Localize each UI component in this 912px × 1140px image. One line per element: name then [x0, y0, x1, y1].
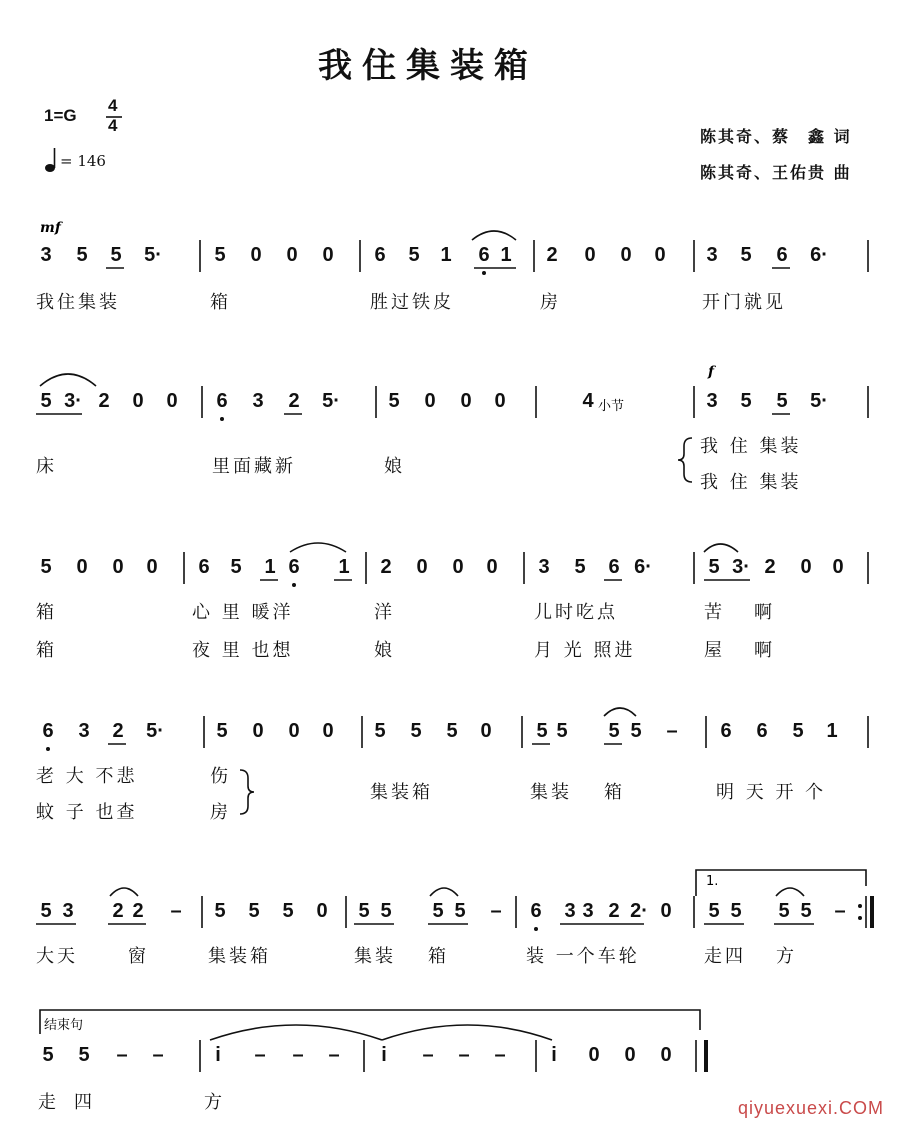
note: 1	[440, 244, 452, 266]
note: 2·	[630, 900, 648, 922]
lyric: 娘	[384, 456, 405, 477]
note: 5	[358, 900, 370, 922]
note: 6	[756, 720, 768, 742]
lyric: 集装箱	[208, 946, 271, 967]
note: 0	[486, 556, 498, 578]
note: 0	[654, 244, 666, 266]
note: –	[116, 1044, 128, 1066]
note: –	[458, 1044, 470, 1066]
lyric: 四	[74, 1092, 95, 1113]
note: 0	[416, 556, 428, 578]
note: 5	[446, 720, 458, 742]
note: 5	[214, 244, 226, 266]
dynamic-mf: mf	[40, 220, 61, 236]
note: –	[666, 720, 678, 742]
lyric: 箱	[36, 640, 57, 661]
note: 0	[460, 390, 472, 412]
note: 5	[216, 720, 228, 742]
lyric: 老 大 不悲	[36, 766, 138, 787]
note: –	[494, 1044, 506, 1066]
note: 2	[608, 900, 620, 922]
note: –	[834, 900, 846, 922]
time-sig-bottom: 4	[108, 116, 118, 135]
note: 5·	[810, 390, 828, 412]
lyric: 啊	[754, 602, 775, 623]
composer-credit: 陈其奇、王佑贵 曲	[700, 163, 852, 182]
note: 5	[708, 900, 720, 922]
note: 2	[98, 390, 110, 412]
note: –	[152, 1044, 164, 1066]
lyric: 装 一个车轮	[526, 946, 640, 967]
volta-number: 1.	[706, 874, 719, 889]
note: 6	[478, 244, 490, 266]
lyric: 箱	[428, 946, 449, 967]
note: –	[254, 1044, 266, 1066]
note: 6·	[634, 556, 652, 578]
note: 6	[288, 556, 300, 578]
note: 0	[322, 244, 334, 266]
note: 5	[42, 1044, 54, 1066]
lyric: 窗	[128, 946, 149, 967]
lyric: 方	[204, 1092, 225, 1113]
lyric: 集装箱	[370, 782, 433, 803]
note: 5	[776, 390, 788, 412]
lyric: 方	[776, 946, 797, 967]
note: 5	[40, 900, 52, 922]
note: 5	[630, 720, 642, 742]
note: 0	[76, 556, 88, 578]
lyric: 箱	[210, 292, 231, 313]
lyric: 月 光 照进	[534, 640, 636, 661]
note: 5·	[146, 720, 164, 742]
note: 3·	[732, 556, 750, 578]
note: 0	[624, 1044, 636, 1066]
note: 5	[40, 390, 52, 412]
note: 0	[250, 244, 262, 266]
note: 3	[564, 900, 576, 922]
note: 5	[792, 720, 804, 742]
note: 5	[76, 244, 88, 266]
note: 6	[776, 244, 788, 266]
note: 3	[706, 390, 718, 412]
note: 5	[214, 900, 226, 922]
song-title: 我住集装箱	[318, 46, 538, 86]
note: 1	[500, 244, 512, 266]
lyric: 蚊 子 也查	[36, 802, 138, 823]
note: 3	[538, 556, 550, 578]
note: 0	[584, 244, 596, 266]
lyric: 大天	[36, 946, 78, 967]
note: 5	[78, 1044, 90, 1066]
lyric: 房	[540, 292, 561, 313]
note: 5	[410, 720, 422, 742]
lyric: 床	[36, 456, 57, 477]
ending-label: 结束句	[44, 1018, 84, 1033]
lyric: 心 里 暖洋	[192, 602, 294, 623]
note: 1	[338, 556, 350, 578]
note: –	[292, 1044, 304, 1066]
note: 1	[264, 556, 276, 578]
note: 0	[322, 720, 334, 742]
note: 5	[800, 900, 812, 922]
note: 0	[620, 244, 632, 266]
note: 2	[380, 556, 392, 578]
lyricist-credit: 陈其奇、蔡 鑫 词	[700, 127, 852, 146]
note: –	[490, 900, 502, 922]
note: 6·	[810, 244, 828, 266]
note: 5	[608, 720, 620, 742]
lyric: 我住集装	[36, 292, 120, 313]
multi-rest-count: 4	[582, 390, 594, 412]
note: 5	[40, 556, 52, 578]
note: 0	[132, 390, 144, 412]
note: 3	[78, 720, 90, 742]
note: 5	[708, 556, 720, 578]
note: 0	[166, 390, 178, 412]
note: 5	[408, 244, 420, 266]
note: 3	[706, 244, 718, 266]
note: 6	[198, 556, 210, 578]
lyric: 伤	[210, 766, 231, 787]
multi-rest-unit: 小节	[598, 399, 625, 414]
lyric: 我 住 集装	[700, 472, 802, 493]
lyric: 我 住 集装	[700, 436, 802, 457]
note: 5	[574, 556, 586, 578]
dynamic-f: f	[708, 364, 715, 380]
note: 5	[374, 720, 386, 742]
site-watermark: qiyuexuexi.COM	[737, 1098, 884, 1118]
note: 5	[730, 900, 742, 922]
lyric: 房	[210, 802, 231, 823]
lyric: 苦	[704, 602, 725, 623]
note: 6	[608, 556, 620, 578]
lyric: 箱	[604, 782, 625, 803]
note: 0	[316, 900, 328, 922]
tempo-marking: = 146	[60, 152, 106, 170]
note: 5	[536, 720, 548, 742]
note: 3	[582, 900, 594, 922]
note: –	[170, 900, 182, 922]
lyric: 箱	[36, 602, 57, 623]
note: i	[381, 1044, 387, 1066]
note: 2	[132, 900, 144, 922]
note: 5	[388, 390, 400, 412]
note: 2	[546, 244, 558, 266]
note: 2	[112, 900, 124, 922]
note: 1	[826, 720, 838, 742]
note: 6	[720, 720, 732, 742]
note: 0	[252, 720, 264, 742]
note: 2	[288, 390, 300, 412]
note: 0	[452, 556, 464, 578]
note: 6	[42, 720, 54, 742]
note: 0	[494, 390, 506, 412]
lyric: 开门就见	[702, 292, 786, 313]
lyric: 洋	[374, 602, 395, 623]
note: 0	[480, 720, 492, 742]
note: i	[551, 1044, 557, 1066]
lyric: 集装	[354, 946, 396, 967]
note: 5·	[322, 390, 340, 412]
note: 0	[424, 390, 436, 412]
note: 3	[62, 900, 74, 922]
lyric: 走	[38, 1092, 59, 1113]
lyric: 里面藏新	[212, 456, 296, 477]
note: 3·	[64, 390, 82, 412]
time-sig-top: 4	[108, 96, 118, 115]
note: 5	[556, 720, 568, 742]
note: 0	[588, 1044, 600, 1066]
lyric: 夜 里 也想	[192, 640, 294, 661]
note: 3	[252, 390, 264, 412]
note: 6	[216, 390, 228, 412]
lyric: 明 天 开 个	[716, 782, 827, 803]
note: 5	[230, 556, 242, 578]
note: 0	[146, 556, 158, 578]
note: 0	[660, 1044, 672, 1066]
note: –	[422, 1044, 434, 1066]
note: –	[328, 1044, 340, 1066]
note: 5·	[144, 244, 162, 266]
lyric: 走四	[704, 946, 746, 967]
lyric: 屋	[704, 640, 725, 661]
note: 5	[248, 900, 260, 922]
note: 0	[660, 900, 672, 922]
note: i	[215, 1044, 221, 1066]
note: 5	[432, 900, 444, 922]
note: 0	[112, 556, 124, 578]
note: 2	[764, 556, 776, 578]
note: 6	[374, 244, 386, 266]
note: 0	[832, 556, 844, 578]
lyric: 啊	[754, 640, 775, 661]
note: 5	[740, 244, 752, 266]
note: 5	[110, 244, 122, 266]
note: 5	[454, 900, 466, 922]
note: 5	[740, 390, 752, 412]
note: 5	[380, 900, 392, 922]
lyric: 胜过铁皮	[370, 292, 454, 313]
key-signature: 1=G	[44, 106, 77, 125]
lyric: 儿时吃点	[534, 602, 618, 623]
note: 5	[282, 900, 294, 922]
note: 5	[778, 900, 790, 922]
note: 0	[288, 720, 300, 742]
note: 6	[530, 900, 542, 922]
note: 0	[286, 244, 298, 266]
note: 3	[40, 244, 52, 266]
lyric: 集装	[530, 782, 572, 803]
lyric: 娘	[374, 640, 395, 661]
note: 0	[800, 556, 812, 578]
note: 2	[112, 720, 124, 742]
